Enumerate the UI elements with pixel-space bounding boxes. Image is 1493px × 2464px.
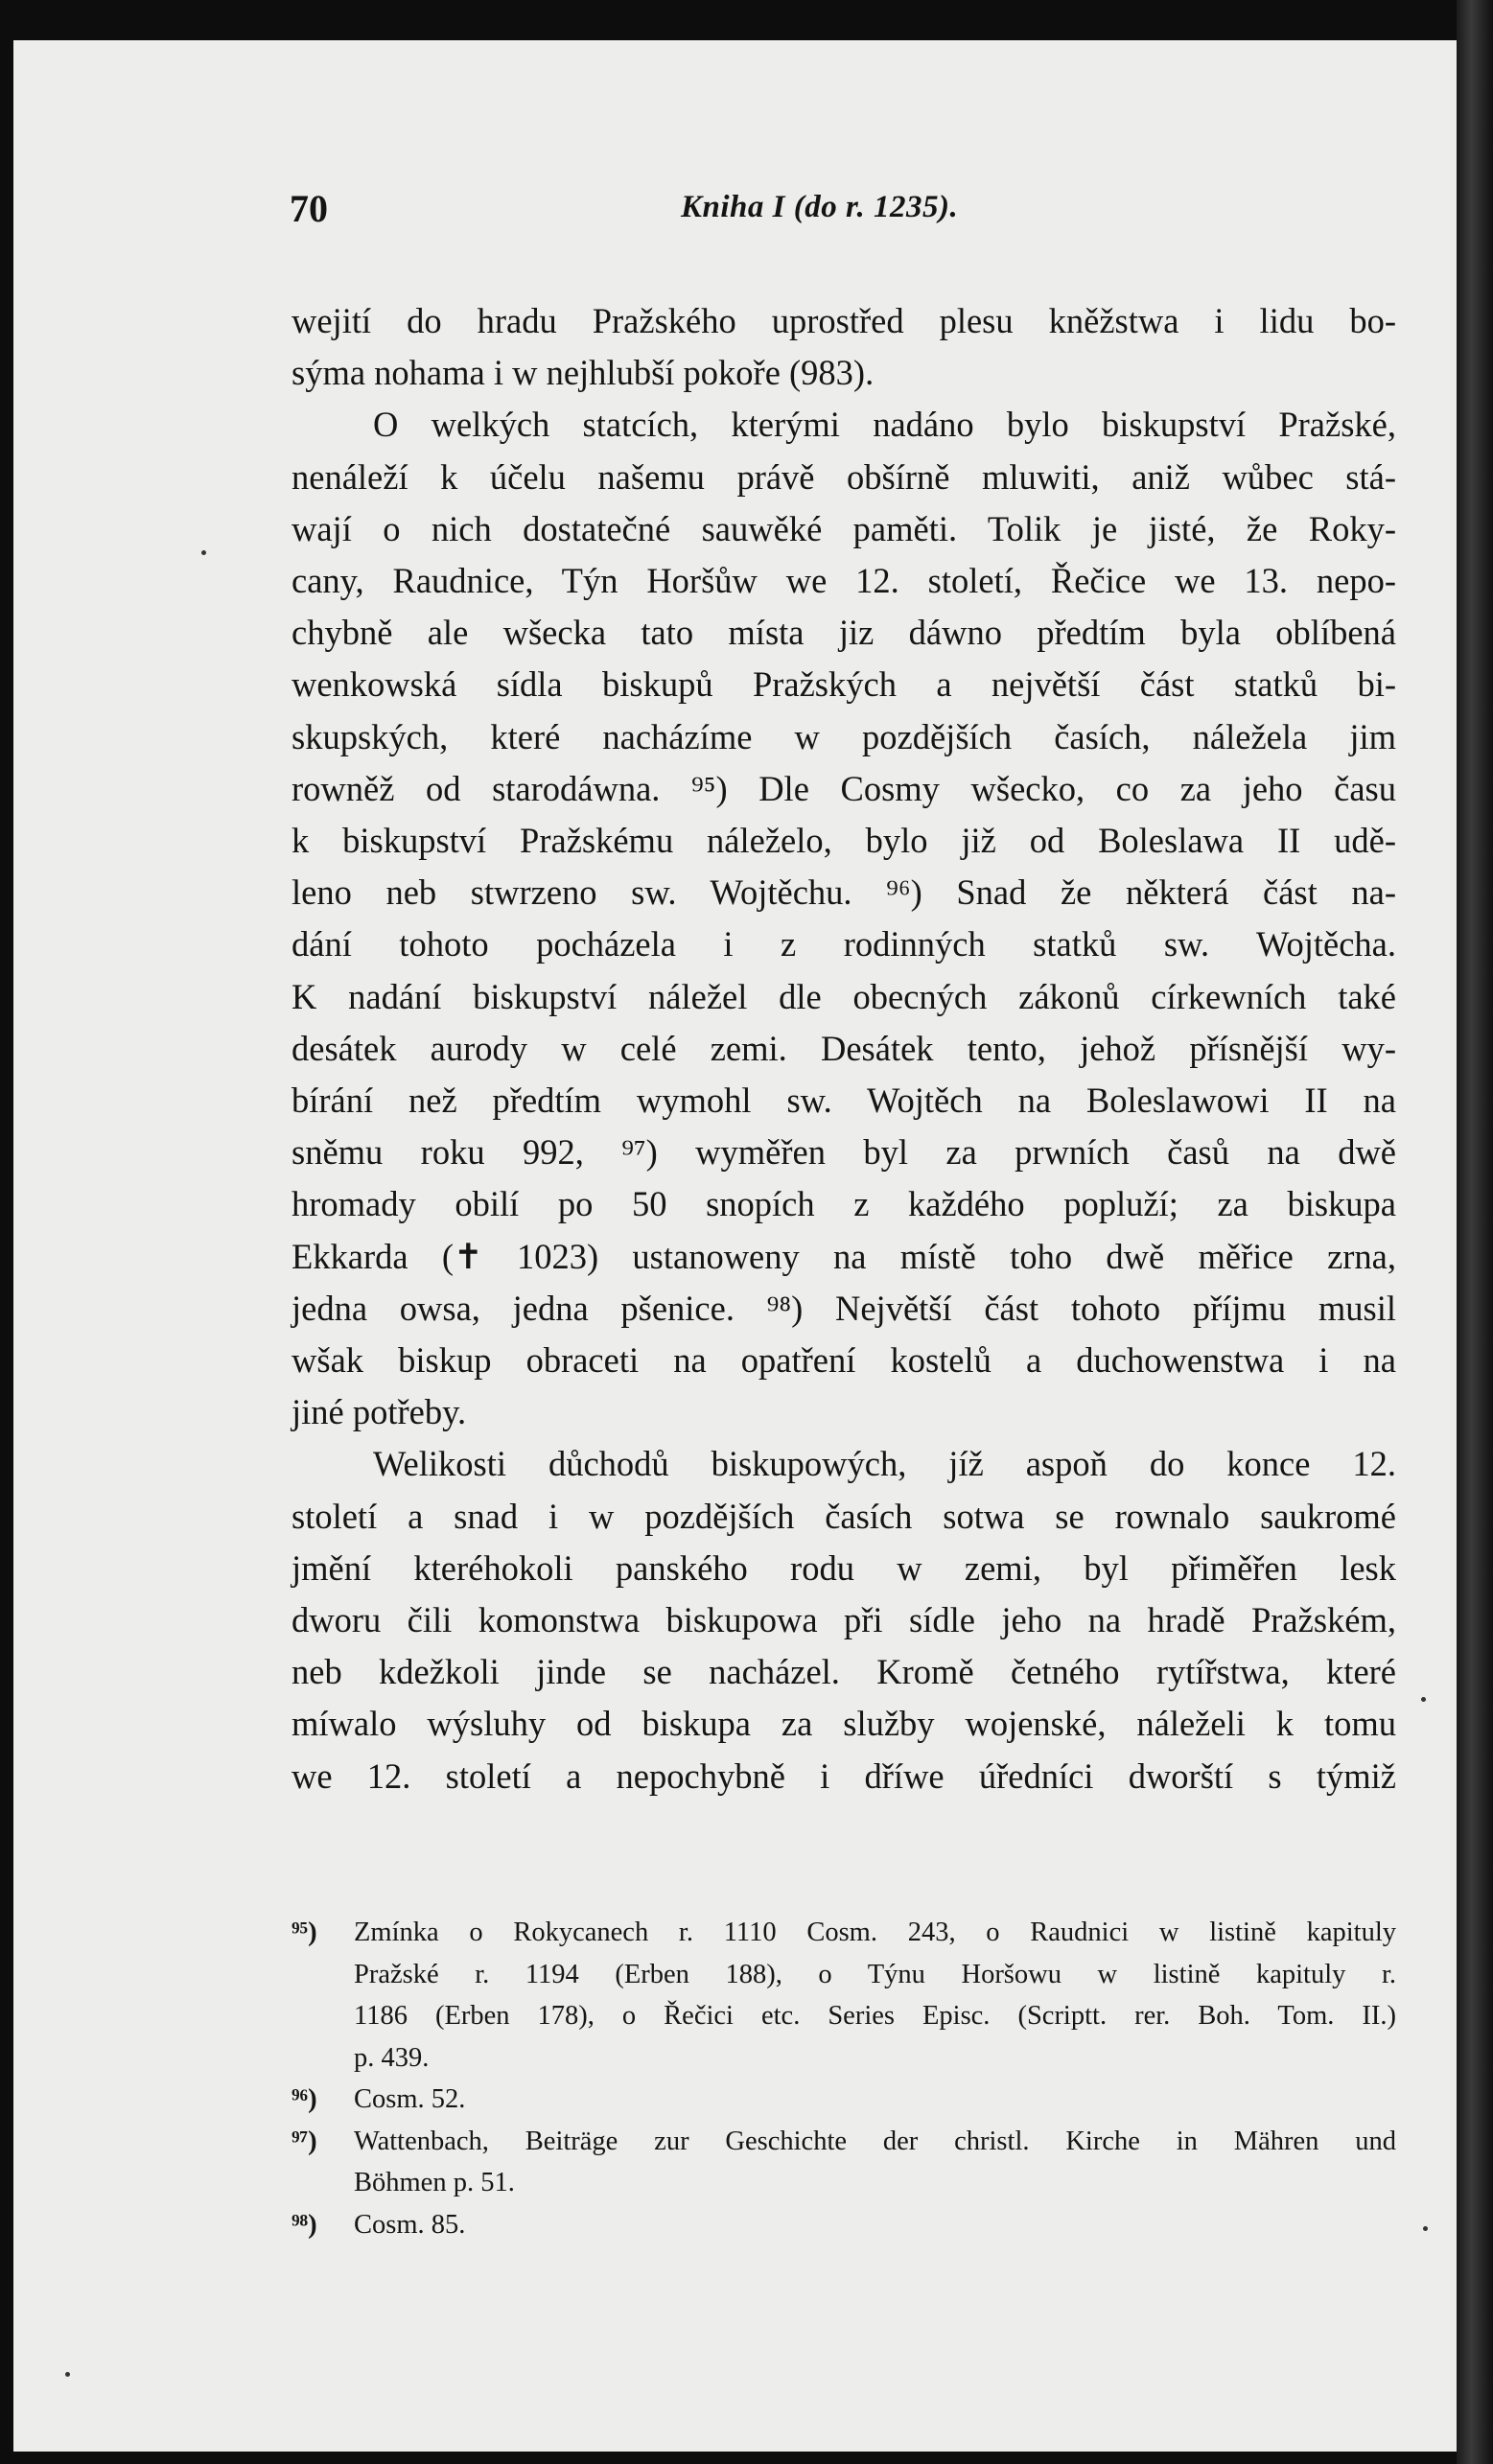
footnote-line: Böhmen p. 51.: [354, 2168, 515, 2197]
print-speck: [1423, 2226, 1428, 2231]
page-number: 70: [290, 187, 328, 230]
text-line: we 12. století a nepochybně i dříwe úředníci dworští s týmiž: [292, 1755, 1396, 1796]
footnote-marker: ⁹⁵): [292, 1918, 317, 1947]
footnote-line: Zmínka o Rokycanech r. 1110 Cosm. 243, o Raudnici w listině kapituly: [354, 1918, 1396, 1947]
text-line: století a snad i w pozdějších časích sotwa se rownalo saukromé: [292, 1496, 1396, 1536]
footnote-marker: ⁹⁷): [292, 2126, 317, 2156]
text-line: K nadání biskupství náležel dle obecných zákonů církewních také: [292, 976, 1396, 1016]
text-line: k biskupství Pražskému náleželo, bylo již od Boleslawa II udě-: [292, 821, 1396, 861]
text-line: jedna owsa, jedna pšenice. ⁹⁸) Největší část tohoto příjmu musil: [292, 1288, 1396, 1328]
footnote-line: p. 439.: [354, 2042, 430, 2073]
text-line: leno neb stwrzeno sw. Wojtěchu. ⁹⁶) Snad že některá část na-: [292, 872, 1396, 913]
text-line: míwalo wýsluhy od biskupa za služby wojenské, náleželi k tomu: [292, 1704, 1396, 1744]
footnote-line: Cosm. 85.: [354, 2209, 466, 2240]
footnote-line: Pražské r. 1194 (Erben 188), o Týnu Horšowu w listině kapituly r.: [354, 1959, 1396, 1989]
text-line: Ekkarda (✝ 1023) ustanoweny na místě toho dwě měřice zrna,: [292, 1236, 1396, 1276]
footnote-line: Cosm. 52.: [354, 2084, 466, 2114]
text-line: wenkowská sídla biskupů Pražských a největší část statků bi-: [292, 664, 1396, 705]
book-page: [13, 40, 1463, 2452]
footnote-98: [292, 2204, 1396, 2246]
print-speck: [1421, 1697, 1426, 1702]
footnote-96: [292, 2079, 1396, 2121]
text-line: sýma nohama i w nejhlubší pokoře (983).: [292, 353, 875, 393]
text-line: nenáleží k účelu našemu právě obšírně mluwiti, aniž wůbec stá-: [292, 456, 1396, 497]
page-header: [278, 180, 1410, 238]
footnote-97: [292, 2121, 1396, 2204]
text-line: bírání než předtím wymohl sw. Wojtěch na Boleslawowi II na: [292, 1081, 1396, 1121]
text-line: chybně ale wšecka tato místa jiz dáwno předtím byla oblíbená: [292, 613, 1396, 653]
footnote-marker: ⁹⁸): [292, 2209, 317, 2240]
book-spine-edge: [1457, 0, 1493, 2464]
text-line: neb kdežkoli jinde se nacházel. Kromě četného rytířstwa, které: [292, 1652, 1396, 1692]
footnote-line: 1186 (Erben 178), o Řečici etc. Series Episc. (Scriptt. rer. Boh. Tom. II.): [354, 2001, 1396, 2031]
footnote-line: Wattenbach, Beiträge zur Geschichte der christl. Kirche in Mähren und: [354, 2126, 1396, 2156]
text-line: jiné potřeby.: [292, 1392, 467, 1432]
print-speck: [201, 550, 206, 555]
text-line: desátek aurody w celé zemi. Desátek tento, jehož přísnější wy-: [292, 1028, 1396, 1068]
text-line: dworu čili komonstwa biskupowa při sídle jeho na hradě Pražském,: [292, 1600, 1396, 1640]
text-line: hromady obilí po 50 snopích z každého popluží; za biskupa: [292, 1184, 1396, 1224]
running-head: Kniha I (do r. 1235).: [681, 190, 959, 224]
text-line: sněmu roku 992, ⁹⁷) wyměřen byl za prwních časů na dwě: [292, 1132, 1396, 1173]
footnote-marker: ⁹⁶): [292, 2084, 317, 2114]
text-line: skupských, které nacházíme w pozdějších časích, náležela jim: [292, 716, 1396, 756]
footnotes: [292, 1912, 1396, 2245]
text-line: cany, Raudnice, Týn Horšůw we 12. století, Řečice we 13. nepo-: [292, 561, 1396, 601]
text-line: wšak biskup obraceti na opatření kostelů a duchowenstwa i na: [292, 1340, 1396, 1381]
body-text: [292, 295, 1396, 1802]
footnote-95: [292, 1912, 1396, 2079]
text-line: rowněž od starodáwna. ⁹⁵) Dle Cosmy wšecko, co za jeho času: [292, 768, 1396, 808]
text-line: jmění kteréhokoli panského rodu w zemi, byl přiměřen lesk: [292, 1547, 1396, 1588]
text-line: Welikosti důchodů biskupowých, jíž aspoň do konce 12.: [373, 1444, 1396, 1484]
text-line: wají o nich dostatečné sauwěké paměti. Tolik je jisté, že Roky-: [292, 508, 1396, 548]
text-line: O welkých statcích, kterými nadáno bylo biskupství Pražské,: [373, 405, 1396, 445]
print-speck: [65, 2372, 70, 2377]
text-line: dání tohoto pocházela i z rodinných statků sw. Wojtěcha.: [292, 924, 1396, 965]
text-line: wejití do hradu Pražského uprostřed plesu kněžstwa i lidu bo-: [292, 301, 1396, 340]
